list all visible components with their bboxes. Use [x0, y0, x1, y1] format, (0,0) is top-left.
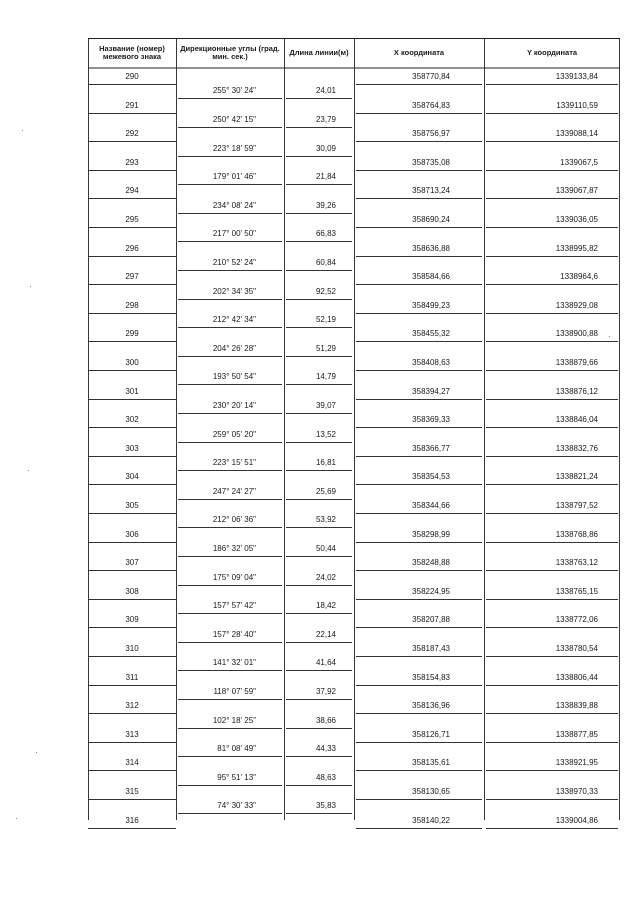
line-length-cell: 14,79: [315, 372, 336, 382]
row-underline: [286, 470, 352, 471]
y-coordinate-cell: 1338877,85: [555, 729, 598, 739]
scan-speck: [609, 336, 610, 337]
directional-angle-cell: 247° 24' 27": [212, 486, 256, 496]
y-coordinate-cell: 1339067,5: [560, 157, 598, 167]
row-underline: [486, 828, 618, 829]
line-length-cell: 48,63: [315, 772, 336, 782]
row-underline: [486, 742, 618, 743]
row-underline: [356, 570, 482, 571]
line-length-cell: 25,69: [315, 486, 336, 496]
row-underline: [88, 170, 176, 171]
directional-angle-cell: 223° 18' 59": [212, 143, 256, 153]
row-underline: [356, 370, 482, 371]
row-underline: [286, 413, 352, 414]
y-coordinate-cell: 1338995,82: [555, 243, 598, 253]
row-underline: [178, 670, 282, 671]
header-mark-name: Название (номер) межевого знака: [99, 43, 165, 61]
row-underline: [356, 513, 482, 514]
row-underline: [356, 227, 482, 228]
row-underline: [286, 156, 352, 157]
y-coordinate-cell: 1338929,08: [555, 300, 598, 310]
row-underline: [286, 241, 352, 242]
row-underline: [88, 570, 176, 571]
row-underline: [356, 770, 482, 771]
row-underline: [88, 198, 176, 199]
directional-angle-cell: 204° 26' 28": [212, 343, 256, 353]
row-underline: [88, 256, 176, 257]
y-coordinate-cell: 1338970,33: [555, 787, 598, 796]
line-length-cell: 22,14: [315, 629, 336, 639]
mark-name-cell: 303: [125, 443, 139, 453]
directional-angle-cell: 259° 05' 20": [212, 429, 256, 439]
row-underline: [88, 484, 176, 485]
row-underline: [486, 656, 618, 657]
row-underline: [286, 127, 352, 128]
directional-angle-cell: 217° 00' 50": [212, 229, 256, 239]
x-coordinate-cell: 358713,24: [412, 186, 450, 196]
row-underline: [286, 299, 352, 300]
row-underline: [178, 241, 282, 242]
row-underline: [286, 384, 352, 385]
row-underline: [178, 442, 282, 443]
mark-name-cell: 298: [125, 300, 139, 310]
y-coordinate-cell: 1338876,12: [555, 386, 598, 396]
row-underline: [486, 141, 618, 142]
line-length-cell: 50,44: [315, 543, 336, 553]
row-underline: [486, 170, 618, 171]
row-underline: [88, 799, 176, 800]
directional-angle-cell: 95° 51' 13": [217, 772, 256, 782]
mark-name-cell: 305: [125, 501, 139, 510]
row-underline: [178, 556, 282, 557]
y-coordinate-cell: 1339067,87: [555, 186, 598, 196]
row-underline: [356, 542, 482, 543]
row-underline: [178, 813, 282, 814]
row-underline: [286, 642, 352, 643]
scan-speck: [36, 752, 37, 753]
row-underline: [486, 799, 618, 800]
row-underline: [286, 756, 352, 757]
line-length-cell: 92,52: [315, 286, 336, 296]
y-coordinate-cell: 1338832,76: [555, 443, 598, 453]
x-coordinate-cell: 358770,84: [412, 72, 450, 81]
row-underline: [88, 828, 176, 829]
row-underline: [356, 656, 482, 657]
row-underline: [486, 256, 618, 257]
row-underline: [486, 513, 618, 514]
line-length-cell: 39,07: [315, 400, 336, 410]
row-underline: [178, 184, 282, 185]
y-coordinate-cell: 1339088,14: [555, 129, 598, 139]
scan-speck: [28, 470, 29, 471]
directional-angle-cell: 210° 52' 24": [212, 257, 256, 267]
row-underline: [286, 184, 352, 185]
mark-name-cell: 311: [125, 672, 139, 682]
line-length-cell: 53,92: [315, 515, 336, 525]
row-underline: [356, 84, 482, 85]
x-coordinate-cell: 358140,22: [412, 815, 450, 825]
row-underline: [88, 713, 176, 714]
row-underline: [286, 699, 352, 700]
row-underline: [286, 785, 352, 786]
x-coordinate-cell: 358136,96: [412, 701, 450, 711]
x-coordinate-cell: 358126,71: [412, 729, 450, 739]
row-underline: [178, 613, 282, 614]
y-coordinate-cell: 1338839,88: [555, 701, 598, 711]
row-underline: [356, 284, 482, 285]
x-coordinate-cell: 358756,97: [412, 129, 450, 139]
line-length-cell: 18,42: [315, 601, 336, 611]
row-underline: [356, 427, 482, 428]
y-coordinate-cell: 1339036,05: [555, 215, 598, 224]
mark-name-cell: 316: [125, 815, 139, 825]
y-coordinate-cell: 1338768,86: [555, 529, 598, 539]
line-length-cell: 24,02: [315, 572, 336, 582]
row-underline: [178, 356, 282, 357]
row-underline: [486, 399, 618, 400]
row-underline: [286, 527, 352, 528]
row-underline: [88, 742, 176, 743]
row-underline: [486, 484, 618, 485]
header-x-coordinate: X координата: [393, 47, 445, 57]
row-underline: [178, 756, 282, 757]
row-underline: [286, 270, 352, 271]
row-underline: [88, 141, 176, 142]
boundary-coordinates-table: [88, 38, 620, 825]
row-underline: [286, 442, 352, 443]
row-underline: [356, 341, 482, 342]
mark-name-cell: 304: [125, 472, 139, 482]
row-underline: [486, 370, 618, 371]
directional-angle-cell: 179° 01' 46": [212, 172, 256, 182]
row-underline: [356, 198, 482, 199]
row-underline: [486, 570, 618, 571]
row-underline: [88, 341, 176, 342]
row-underline: [356, 799, 482, 800]
line-length-cell: 23,79: [315, 114, 336, 124]
mark-name-cell: 290: [125, 72, 139, 81]
row-underline: [356, 456, 482, 457]
mark-name-cell: 295: [125, 215, 139, 224]
row-underline: [356, 484, 482, 485]
y-coordinate-cell: 1338964,6: [560, 272, 598, 282]
mark-name-cell: 315: [125, 787, 139, 796]
x-coordinate-cell: 358455,32: [412, 329, 450, 339]
row-underline: [88, 599, 176, 600]
scan-speck: [22, 130, 23, 131]
directional-angle-cell: 74° 30' 33": [217, 801, 256, 811]
row-underline: [356, 399, 482, 400]
row-underline: [178, 785, 282, 786]
row-underline: [486, 427, 618, 428]
row-underline: [88, 427, 176, 428]
row-underline: [88, 313, 176, 314]
directional-angle-cell: 175° 09' 04": [212, 572, 256, 582]
row-underline: [178, 384, 282, 385]
mark-name-cell: 296: [125, 243, 139, 253]
x-coordinate-cell: 358764,83: [412, 100, 450, 110]
x-coordinate-cell: 358224,95: [412, 586, 450, 596]
y-coordinate-cell: 1338797,52: [555, 501, 598, 510]
directional-angle-cell: 230° 20' 14": [212, 400, 256, 410]
row-underline: [486, 599, 618, 600]
row-underline: [88, 685, 176, 686]
row-underline: [356, 141, 482, 142]
row-underline: [356, 599, 482, 600]
mark-name-cell: 308: [125, 586, 139, 596]
line-length-cell: 24,01: [315, 86, 336, 96]
row-underline: [88, 399, 176, 400]
row-underline: [178, 127, 282, 128]
row-underline: [178, 327, 282, 328]
row-underline: [486, 542, 618, 543]
row-underline: [178, 299, 282, 300]
header-line-length: Длина линии(м): [289, 47, 349, 57]
x-coordinate-cell: 358248,88: [412, 558, 450, 568]
directional-angle-cell: 255° 30' 24": [212, 86, 256, 96]
directional-angle-cell: 250° 42' 15": [212, 114, 256, 124]
x-coordinate-cell: 358366,77: [412, 443, 450, 453]
row-underline: [286, 613, 352, 614]
row-underline: [178, 527, 282, 528]
line-length-cell: 51,29: [315, 343, 336, 353]
directional-angle-cell: 193° 50' 54": [212, 372, 256, 382]
directional-angle-cell: 234° 08' 24": [212, 200, 256, 210]
mark-name-cell: 293: [125, 157, 139, 167]
directional-angle-cell: 223° 15' 51": [212, 458, 256, 468]
row-underline: [178, 470, 282, 471]
y-coordinate-cell: 1338921,95: [555, 758, 598, 768]
line-length-cell: 41,64: [315, 658, 336, 668]
row-underline: [486, 227, 618, 228]
x-coordinate-cell: 358690,24: [412, 215, 450, 224]
row-underline: [178, 728, 282, 729]
mark-name-cell: 309: [125, 615, 139, 625]
directional-angle-cell: 81° 08' 49": [217, 744, 256, 754]
row-underline: [286, 327, 352, 328]
scan-speck: [30, 286, 31, 287]
row-underline: [286, 813, 352, 814]
row-underline: [486, 313, 618, 314]
directional-angle-cell: 118° 07' 59": [213, 686, 256, 696]
row-underline: [178, 156, 282, 157]
row-underline: [88, 370, 176, 371]
line-length-cell: 13,52: [315, 429, 336, 439]
x-coordinate-cell: 358187,43: [412, 644, 450, 653]
x-coordinate-cell: 358499,23: [412, 300, 450, 310]
y-coordinate-cell: 1338765,15: [555, 586, 598, 596]
y-coordinate-cell: 1339110,59: [556, 100, 598, 110]
x-coordinate-cell: 358207,88: [412, 615, 450, 625]
row-underline: [88, 456, 176, 457]
row-underline: [356, 170, 482, 171]
row-underline: [88, 770, 176, 771]
x-coordinate-cell: 358394,27: [412, 386, 450, 396]
row-underline: [88, 113, 176, 114]
y-coordinate-cell: 1338772,06: [555, 615, 598, 625]
mark-name-cell: 302: [125, 415, 139, 425]
x-coordinate-cell: 358584,66: [412, 272, 450, 282]
line-length-cell: 21,84: [315, 172, 336, 182]
row-underline: [356, 313, 482, 314]
row-underline: [486, 685, 618, 686]
mark-name-cell: 292: [125, 129, 139, 139]
row-underline: [486, 198, 618, 199]
row-underline: [486, 627, 618, 628]
row-underline: [486, 113, 618, 114]
row-underline: [178, 642, 282, 643]
row-underline: [356, 828, 482, 829]
mark-name-cell: 306: [125, 529, 139, 539]
row-underline: [286, 213, 352, 214]
line-length-cell: 30,09: [315, 143, 336, 153]
row-underline: [178, 585, 282, 586]
y-coordinate-cell: 1338806,44: [555, 672, 598, 682]
row-underline: [486, 456, 618, 457]
row-underline: [88, 627, 176, 628]
mark-name-cell: 300: [125, 358, 139, 367]
row-underline: [88, 84, 176, 85]
row-underline: [88, 227, 176, 228]
directional-angle-cell: 202° 34' 35": [212, 286, 256, 296]
row-underline: [286, 670, 352, 671]
mark-name-cell: 294: [125, 186, 139, 196]
mark-name-cell: 313: [125, 729, 139, 739]
row-underline: [88, 656, 176, 657]
x-coordinate-cell: 358135,61: [412, 758, 450, 768]
directional-angle-cell: 186° 32' 05": [212, 543, 256, 553]
mark-name-cell: 310: [125, 644, 139, 653]
row-underline: [178, 413, 282, 414]
x-coordinate-cell: 358369,33: [412, 415, 450, 425]
row-underline: [486, 713, 618, 714]
directional-angle-cell: 157° 28' 40": [212, 629, 256, 639]
row-underline: [356, 742, 482, 743]
line-length-cell: 66,83: [315, 229, 336, 239]
line-length-cell: 52,19: [315, 315, 336, 325]
row-underline: [88, 284, 176, 285]
row-underline: [286, 356, 352, 357]
mark-name-cell: 312: [125, 701, 139, 711]
row-underline: [356, 713, 482, 714]
header-y-coordinate: Y координата: [526, 47, 578, 57]
directional-angle-cell: 212° 42' 34": [212, 315, 256, 325]
row-underline: [356, 113, 482, 114]
row-underline: [286, 585, 352, 586]
row-underline: [356, 256, 482, 257]
directional-angle-cell: 157° 57' 42": [212, 601, 256, 611]
row-underline: [88, 542, 176, 543]
row-underline: [178, 98, 282, 99]
line-length-cell: 39,26: [315, 200, 336, 210]
x-coordinate-cell: 358344,66: [412, 501, 450, 510]
line-length-cell: 44,33: [315, 744, 336, 754]
mark-name-cell: 299: [125, 329, 139, 339]
x-coordinate-cell: 358735,08: [412, 157, 450, 167]
y-coordinate-cell: 1338879,66: [555, 358, 598, 367]
row-underline: [286, 98, 352, 99]
row-underline: [178, 699, 282, 700]
row-underline: [486, 284, 618, 285]
row-underline: [178, 270, 282, 271]
y-coordinate-cell: 1339133,84: [555, 72, 598, 81]
row-underline: [88, 513, 176, 514]
mark-name-cell: 301: [125, 386, 139, 396]
mark-name-cell: 314: [125, 758, 139, 768]
row-underline: [286, 556, 352, 557]
x-coordinate-cell: 358154,83: [412, 672, 450, 682]
row-underline: [286, 499, 352, 500]
mark-name-cell: 307: [125, 558, 139, 568]
row-underline: [486, 770, 618, 771]
row-underline: [486, 84, 618, 85]
x-coordinate-cell: 358298,99: [412, 529, 450, 539]
directional-angle-cell: 102° 18' 25": [212, 715, 256, 725]
x-coordinate-cell: 358130,65: [412, 787, 450, 796]
line-length-cell: 35,83: [315, 801, 336, 811]
row-underline: [178, 213, 282, 214]
line-length-cell: 37,92: [315, 686, 336, 696]
x-coordinate-cell: 358354,53: [412, 472, 450, 482]
row-underline: [356, 627, 482, 628]
directional-angle-cell: 212° 06' 36": [212, 515, 256, 525]
y-coordinate-cell: 1338821,24: [555, 472, 598, 482]
mark-name-cell: 297: [125, 272, 139, 282]
x-coordinate-cell: 358636,88: [412, 243, 450, 253]
directional-angle-cell: 141° 32' 01": [212, 658, 256, 668]
y-coordinate-cell: 1339004,86: [555, 815, 598, 825]
line-length-cell: 60,84: [315, 257, 336, 267]
header-directional-angles: Дирекционные углы (град. мин. сек.): [180, 43, 280, 61]
row-underline: [286, 728, 352, 729]
mark-name-cell: 291: [125, 100, 139, 110]
y-coordinate-cell: 1338780,54: [555, 644, 598, 653]
line-length-cell: 38,66: [315, 715, 336, 725]
y-coordinate-cell: 1338900,88: [555, 329, 598, 339]
scan-speck: [16, 818, 17, 819]
x-coordinate-cell: 358408,63: [412, 358, 450, 367]
row-underline: [356, 685, 482, 686]
row-underline: [486, 341, 618, 342]
row-underline: [178, 499, 282, 500]
y-coordinate-cell: 1338846,04: [555, 415, 598, 425]
y-coordinate-cell: 1338763,12: [555, 558, 598, 568]
line-length-cell: 16,81: [315, 458, 336, 468]
